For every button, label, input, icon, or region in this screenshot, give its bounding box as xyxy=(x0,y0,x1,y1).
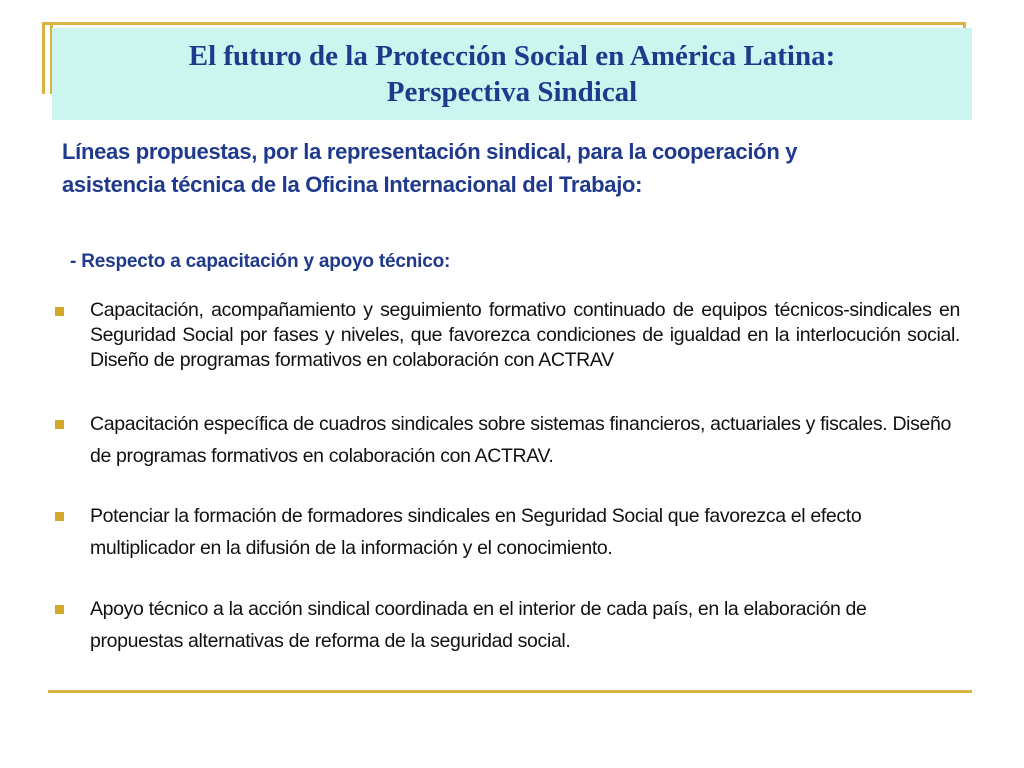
left-gold-bar-outer xyxy=(42,22,45,94)
slide-title xyxy=(52,38,972,110)
bullet-item xyxy=(48,298,960,373)
slide-title-line-2: Perspectiva Sindical xyxy=(386,76,638,108)
slide-title-line-1: El futuro de la Protección Social en América Latina: xyxy=(188,40,836,72)
bullet-item xyxy=(48,593,960,657)
bullet-text: Capacitación, acompañamiento y seguimiento formativo continuado de equipos técnicos-sindicales en Seguridad Social por fases y niveles, que favorezca condiciones de igualdad en la interlocución social. Diseño de programas formativos en colaboración con ACTRAV xyxy=(90,299,960,371)
square-bullet-icon xyxy=(55,605,64,614)
intro-heading-line-1: Líneas propuestas, por la representación sindical, para la cooperación y xyxy=(62,139,798,164)
bullet-item xyxy=(48,500,960,564)
section-subheading: - Respecto a capacitación y apoyo técnico: xyxy=(70,251,451,272)
intro-heading xyxy=(62,135,962,201)
square-bullet-icon xyxy=(55,307,64,316)
bullet-text: Apoyo técnico a la acción sindical coordinada en el interior de cada país, en la elaboración de propuestas alternativas de reforma de la seguridad social. xyxy=(90,598,867,652)
bottom-gold-line xyxy=(48,690,972,693)
bullet-item xyxy=(48,408,960,472)
bullet-text: Capacitación específica de cuadros sindicales sobre sistemas financieros, actuariales y fiscales. Diseño de programas formativos en colaboración con ACTRAV. xyxy=(90,413,952,467)
intro-heading-line-2: asistencia técnica de la Oficina Internacional del Trabajo: xyxy=(62,172,643,197)
bullet-text: Potenciar la formación de formadores sindicales en Seguridad Social que favorezca el efecto multiplicador en la difusión de la información y el conocimiento. xyxy=(90,505,862,559)
top-gold-line xyxy=(42,22,966,25)
square-bullet-icon xyxy=(55,512,64,521)
square-bullet-icon xyxy=(55,420,64,429)
